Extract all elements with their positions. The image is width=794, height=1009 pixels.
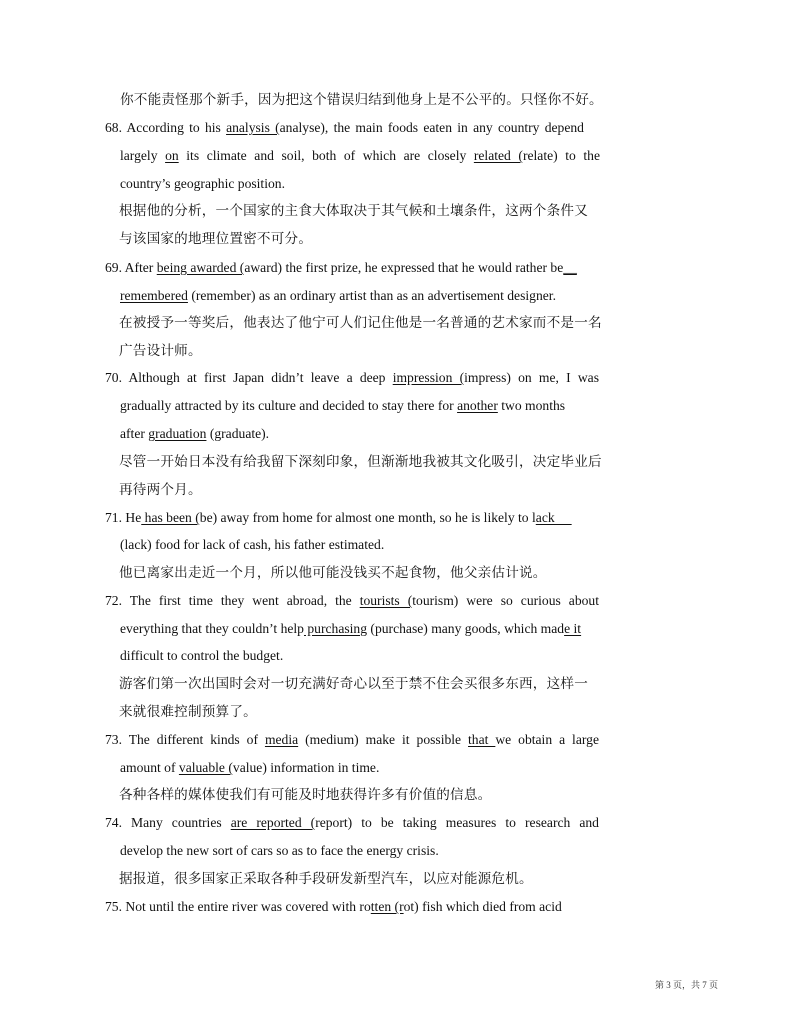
translation-69-line-2: 广告设计师。 xyxy=(119,343,202,358)
question-71-line-1: 71. He has been (be) away from home for almost one month, so he is likely to lack xyxy=(105,510,572,525)
question-72-line-1: 72. The first time they went abroad, the tourists (tourism) were so curious about xyxy=(105,593,599,608)
translation-72-line-2: 来就很难控制预算了。 xyxy=(119,704,257,719)
translation-69-line-1: 在被授予一等奖后，他表达了他宁可人们记住他是一名普通的艺术家而不是一名 xyxy=(119,315,602,330)
translation-70-line-2: 再待两个月。 xyxy=(119,482,202,497)
question-74-line-2: develop the new sort of cars so as to face the energy crisis. xyxy=(120,843,439,858)
question-71-line-2: (lack) food for lack of cash, his father estimated. xyxy=(120,537,385,552)
question-69-line-2: remembered (remember) as an ordinary artist than as an advertisement designer. xyxy=(120,288,556,303)
question-72-line-3: difficult to control the budget. xyxy=(120,648,284,663)
translation-68-line-2: 与该国家的地理位置密不可分。 xyxy=(119,231,313,246)
translation-74-line-1: 据报道，很多国家正采取各种手段研发新型汽车，以应对能源危机。 xyxy=(119,871,533,886)
question-73-line-2: amount of valuable (value) information in time. xyxy=(120,760,380,775)
question-68-line-1: 68. According to his analysis (analyse), the main foods eaten in any country depend xyxy=(105,120,584,135)
question-75-line-1: 75. Not until the entire river was covered with rotten (rot) fish which died from acid xyxy=(105,899,562,914)
translation-70-line-1: 尽管一开始日本没有给我留下深刻印象，但渐渐地我被其文化吸引，决定毕业后 xyxy=(119,454,602,469)
translation-71-line-1: 他已离家出走近一个月，所以他可能没钱买不起食物，他父亲估计说。 xyxy=(119,565,547,580)
text-line: 你不能责怪那个新手，因为把这个错误归结到他身上是不公平的。只怪你不好。 xyxy=(120,92,603,107)
page-number-footer: 第 3 页，共 7 页 xyxy=(654,980,718,990)
question-68-line-2: largely on its climate and soil, both of which are closely related (relate) to the xyxy=(120,148,601,163)
translation-68-line-1: 根据他的分析，一个国家的主食大体取决于其气候和土壤条件，这两个条件又 xyxy=(119,203,588,218)
question-68-line-3: country’s geographic position. xyxy=(120,176,285,191)
question-73-line-1: 73. The different kinds of media (medium) make it possible that we obtain a large xyxy=(105,732,599,747)
question-70-line-2: gradually attracted by its culture and decided to stay there for another two months xyxy=(120,398,566,413)
translation-73-line-1: 各种各样的媒体使我们有可能及时地获得许多有价值的信息。 xyxy=(119,787,492,802)
question-70-line-3: after graduation (graduate). xyxy=(120,426,270,441)
question-69-line-1: 69. After being awarded (award) the first prize, he expressed that he would rather be__ xyxy=(105,260,577,275)
question-70-line-1: 70. Although at first Japan didn’t leave a deep impression (impress) on me, I was xyxy=(105,370,599,385)
question-72-line-2: everything that they couldn’t help purchasing (purchase) many goods, which made it xyxy=(120,621,582,636)
question-74-line-1: 74. Many countries are reported (report) to be taking measures to research and xyxy=(105,815,599,830)
translation-72-line-1: 游客们第一次出国时会对一切充满好奇心以至于禁不住会买很多东西，这样一 xyxy=(119,676,588,691)
